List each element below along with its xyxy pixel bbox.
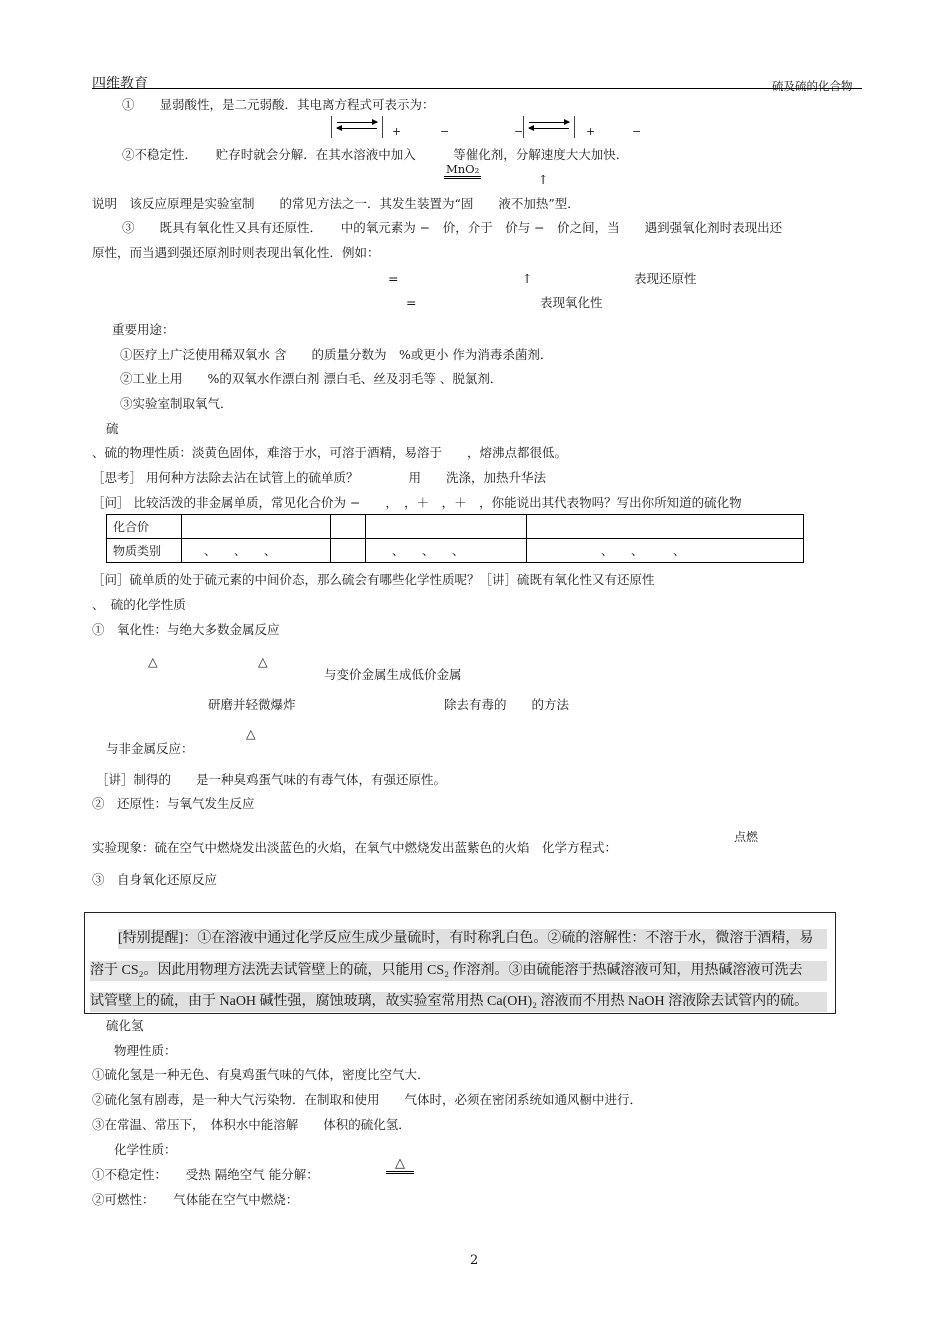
table-cell[interactable]	[331, 539, 366, 563]
mno2-catalyst: MnO₂	[444, 163, 481, 179]
table-cell[interactable]	[366, 515, 527, 539]
gas-up-arrow: ↑	[538, 172, 549, 187]
use-item: ①医疗上广泛使用稀双氧水 含 的质量分数为 %或更小 作为消毒杀菌剂．	[120, 347, 553, 362]
use-item: ③实验室制取氧气．	[120, 396, 233, 411]
h2s-phys-item: ①硫化氢是一种无色、有臭鸡蛋气味的气体，密度比空气大．	[92, 1067, 430, 1082]
minus-sign: −	[514, 125, 524, 138]
special-note-line: 试管壁上的硫，由于 NaOH 碱性强，腐蚀玻璃，故实验室常用热 Ca(OH)₂ 溶液而不用热 NaOH 溶液除去试管内的硫。	[90, 992, 827, 1012]
equals-sign: =	[388, 271, 399, 286]
delta-icon: △	[246, 726, 256, 741]
equilibrium-arrow-icon	[529, 120, 569, 132]
plus-sign: +	[392, 125, 402, 138]
equals-sign: =	[406, 295, 417, 310]
delta-icon: △	[148, 654, 158, 669]
table-header: 物质类别	[107, 539, 182, 563]
delta-icon: △	[258, 654, 268, 669]
h2o2-acidity: ① 显弱酸性，是二元弱酸．其电离方程式可表示为：	[122, 97, 435, 112]
ionization-eq-1	[331, 116, 383, 138]
special-note-line: 溶于 CS₂。因此用物理方法洗去试管壁上的硫，只能用 CS₂ 作溶剂。③由硫能溶于热碱溶液可知，用热碱溶液可洗去	[90, 961, 827, 981]
grind-note: 研磨并轻微爆炸	[208, 697, 296, 712]
h2s-chem-item: ②可燃性： 气体能在空气中燃烧：	[92, 1192, 299, 1207]
remove-note: 除去有毒的 的方法	[444, 697, 570, 712]
h2s-phys-item: ③在常温、常压下， 体积水中能溶解 体积的硫化氢．	[92, 1117, 411, 1132]
ask-question-2: ［问］硫单质的处于硫元素的中间价态，那么硫会有哪些化学性质呢？［讲］硫既有氧化性又有还原性	[92, 572, 655, 587]
table-row	[107, 539, 804, 563]
h2s-chem-title: 化学性质：	[114, 1142, 177, 1157]
header-brand: 四维教育	[92, 76, 148, 92]
table-cell[interactable]: 、 、 、	[366, 539, 527, 563]
table-cell[interactable]: 、 、 、	[182, 539, 331, 563]
h2o2-redox-a: ③ 既具有氧化性又具有还原性． 中的氧元素为 − 价，介于 价与 − 价之间，当 遇到强氧化剂时表现出还	[122, 220, 783, 235]
h2s-phys-title: 物理性质：	[114, 1043, 177, 1058]
nonmetal-reaction: 与非金属反应：	[106, 741, 194, 756]
page-number: 2	[470, 1253, 479, 1268]
self-redox-title: ③ 自身氧化还原反应	[92, 872, 218, 887]
think-question: ［思考］ 用何种方法除去沾在试管上的硫单质？ 用 洗涤，加热升华法	[92, 470, 546, 485]
sulfur-physical: 、硫的物理性质：淡黄色固体，难溶于水，可溶于酒精，易溶于 ，熔沸点都很低。	[92, 445, 568, 460]
equilibrium-arrow-icon	[337, 120, 377, 132]
lecture-note: ［讲］制得的 是一种臭鸡蛋气味的有毒气体，有强还原性。	[96, 772, 447, 787]
h2o2-note: 说明 该反应原理是实验室制 的常见方法之一．其发生装置为“固 液不加热”型．	[92, 196, 580, 211]
oxidation-title: ① 氧化性：与绝大多数金属反应	[92, 622, 280, 637]
gas-up-arrow: ↑	[522, 271, 533, 286]
plus-sign: +	[586, 125, 596, 138]
reduction-title: ② 还原性：与氧气发生反应	[92, 796, 255, 811]
delta-icon: △	[386, 1157, 414, 1174]
section-title: 硫化氢	[106, 1018, 144, 1033]
use-item: ②工业上用 %的双氧水作漂白剂 漂白毛、丝及羽毛等 、脱氯剂．	[120, 371, 503, 386]
special-note-line: [特别提醒]：①在溶液中通过化学反应生成少量硫时，有时称乳白色。②硫的溶解性：不溶于水，微溶于酒精，易	[118, 929, 827, 949]
ask-question: ［问］ 比较活泼的非金属单质，常见化合价为 − ， ，＋ ，＋ ，你能说出其代表物吗？写出你所知道的硫化物	[92, 495, 742, 510]
ignite-label: 点燃	[734, 830, 759, 844]
ionization-eq-2	[523, 116, 575, 138]
oxidizing-label: 表现氧化性	[540, 295, 603, 310]
sulfide-table	[106, 514, 804, 563]
h2o2-redox-b: 原性，而当遇到强还原剂时则表现出氧化性．例如：	[92, 245, 380, 260]
h2o2-instability: ②不稳定性． 贮存时就会分解．在其水溶液中加入 等催化剂，分解速度大大加快．	[122, 147, 629, 162]
minus-sign: −	[632, 125, 642, 138]
table-cell[interactable]: 、 、 、	[527, 539, 804, 563]
table-cell[interactable]	[331, 515, 366, 539]
low-valence-note: 与变价金属生成低价金属	[324, 667, 462, 682]
reducing-label: 表现还原性	[634, 271, 697, 286]
uses-title: 重要用途：	[112, 322, 175, 337]
header-rule	[92, 88, 862, 89]
h2s-phys-item: ②硫化氢有剧毒，是一种大气污染物．在制取和使用 气体时，必须在密闭系统如通风橱中进行．	[92, 1092, 643, 1107]
table-cell[interactable]	[527, 515, 804, 539]
chem-title: 、 硫的化学性质	[92, 597, 186, 612]
header-topic: 硫及硫的化合物	[772, 79, 853, 93]
table-cell[interactable]	[182, 515, 331, 539]
table-header: 化合价	[107, 515, 182, 539]
table-row	[107, 515, 804, 539]
experiment-phenomenon: 实验现象：硫在空气中燃烧发出淡蓝色的火焰，在氧气中燃烧发出蓝紫色的火焰 化学方程式：	[92, 840, 618, 855]
minus-sign: −	[440, 125, 450, 138]
section-title: 硫	[106, 421, 119, 436]
h2s-chem-item: ①不稳定性： 受热 隔绝空气 能分解：	[92, 1167, 319, 1182]
